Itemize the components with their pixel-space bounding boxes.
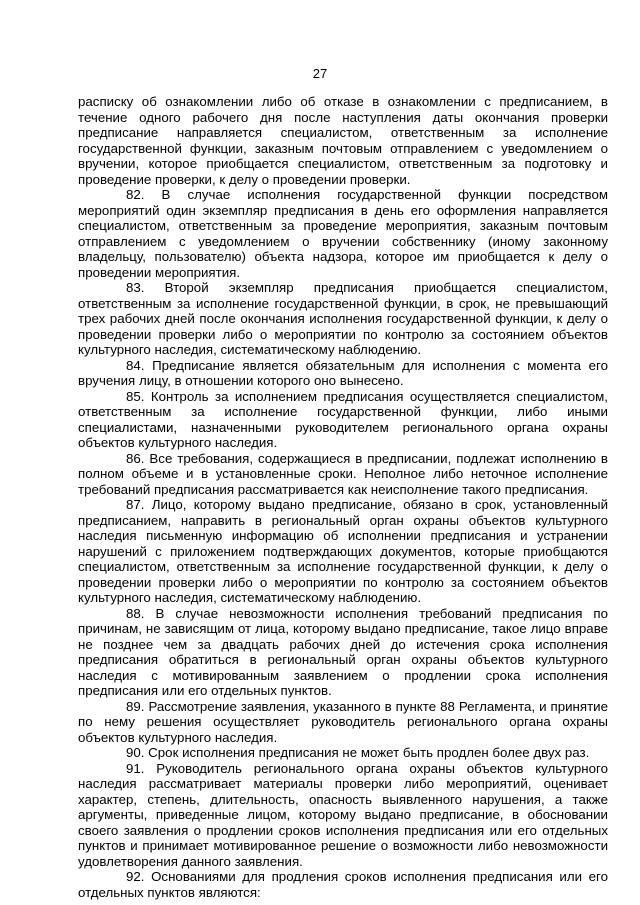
paragraph-84: 84. Предписание является обязательным для исполнения с момента его вручения лицу, в отношении которого оно вынесено. xyxy=(78,357,608,388)
paragraph-83: 83. Второй экземпляр предписания приобщается специалистом, ответственным за исполнение государственной функции, в срок, не превышающий трех рабочих дней после окончания исполнения государственной функции, к делу о проведении проверки либо о мероприятии по контролю за состоянием объектов культурного наследия, систематическому наблюдению. xyxy=(78,280,608,357)
paragraph-87: 87. Лицо, которому выдано предписание, обязано в срок, установленный предписанием, направить в региональный орган охраны объектов культурного наследия письменную информацию об исполнении предписания и устранении нарушений с приложением подтверждающих документов, которые приобщаются специалистом, ответственным за исполнение государственной функции, к делу о проведении проверки либо о мероприятии по контролю за состоянием объектов культурного наследия, систематическому наблюдению. xyxy=(78,497,608,605)
paragraph-89: 89. Рассмотрение заявления, указанного в пункте 88 Регламента, и принятие по нему решения осуществляет руководитель регионального органа охраны объектов культурного наследия. xyxy=(78,698,608,745)
paragraph-90: 90. Срок исполнения предписания не может быть продлен более двух раз. xyxy=(126,745,590,760)
paragraph-88: 88. В случае невозможности исполнения требований предписания по причинам, не зависящим от лица, которому выдано предписание, такое лицо вправе не позднее чем за двадцать рабочих дней до истечения срока исполнения предписания обратиться в региональный орган охраны объектов культурного наследия с мотивированным заявлением о продлении срока исполнения предписания или его отдельных пунктов. xyxy=(78,605,608,698)
paragraph-91: 91. Руководитель регионального органа охраны объектов культурного наследия рассматривает материалы проверки либо мероприятий, оценивает характер, степень, длительность, опасность выявленного нарушения, а также аргументы, приведенные лицом, которому выдано предписание, в обосновании своего заявления о продлении сроков исполнения предписания или его отдельных пунктов и принимает мотивированное решение о возможности либо невозможности удовлетворения данного заявления. xyxy=(78,760,608,869)
paragraph-continuation: расписку об ознакомлении либо об отказе в ознакомлении с предписанием, в течение одного рабочего дня после наступления даты окончания проверки предписание направляется специалистом, ответственным за исполнение государственной функции, заказным почтовым отправлением с уведомлением о вручении, которое приобщается специалистом, ответственным за подготовку и проведение проверки, к делу о проведении проверки. xyxy=(78,94,608,187)
page-number: 27 xyxy=(312,66,328,81)
paragraph-85: 85. Контроль за исполнением предписания осуществляется специалистом, ответственным за исполнение государственной функции, либо иными специалистами, назначенными руководителем регионального органа охраны объектов культурного наследия. xyxy=(78,388,608,450)
body-text xyxy=(78,94,608,900)
paragraph-92: 92. Основаниями для продления сроков исполнения предписания или его отдельных пунктов являются: xyxy=(78,869,608,900)
paragraph-86: 86. Все требования, содержащиеся в предписании, подлежат исполнению в полном объеме и в установленные сроки. Неполное либо неточное исполнение требований предписания рассматривается как неисполнение такого предписания. xyxy=(78,450,608,497)
paragraph-82: 82. В случае исполнения государственной функции посредством мероприятий один экземпляр предписания в день его оформления направляется специалистом, ответственным за проведение мероприятия, заказным почтовым отправлением с уведомлением о вручении собственнику (иному законному владельцу, пользователю) объекта надзора, которое им приобщается к делу о проведении мероприятия. xyxy=(78,187,608,280)
